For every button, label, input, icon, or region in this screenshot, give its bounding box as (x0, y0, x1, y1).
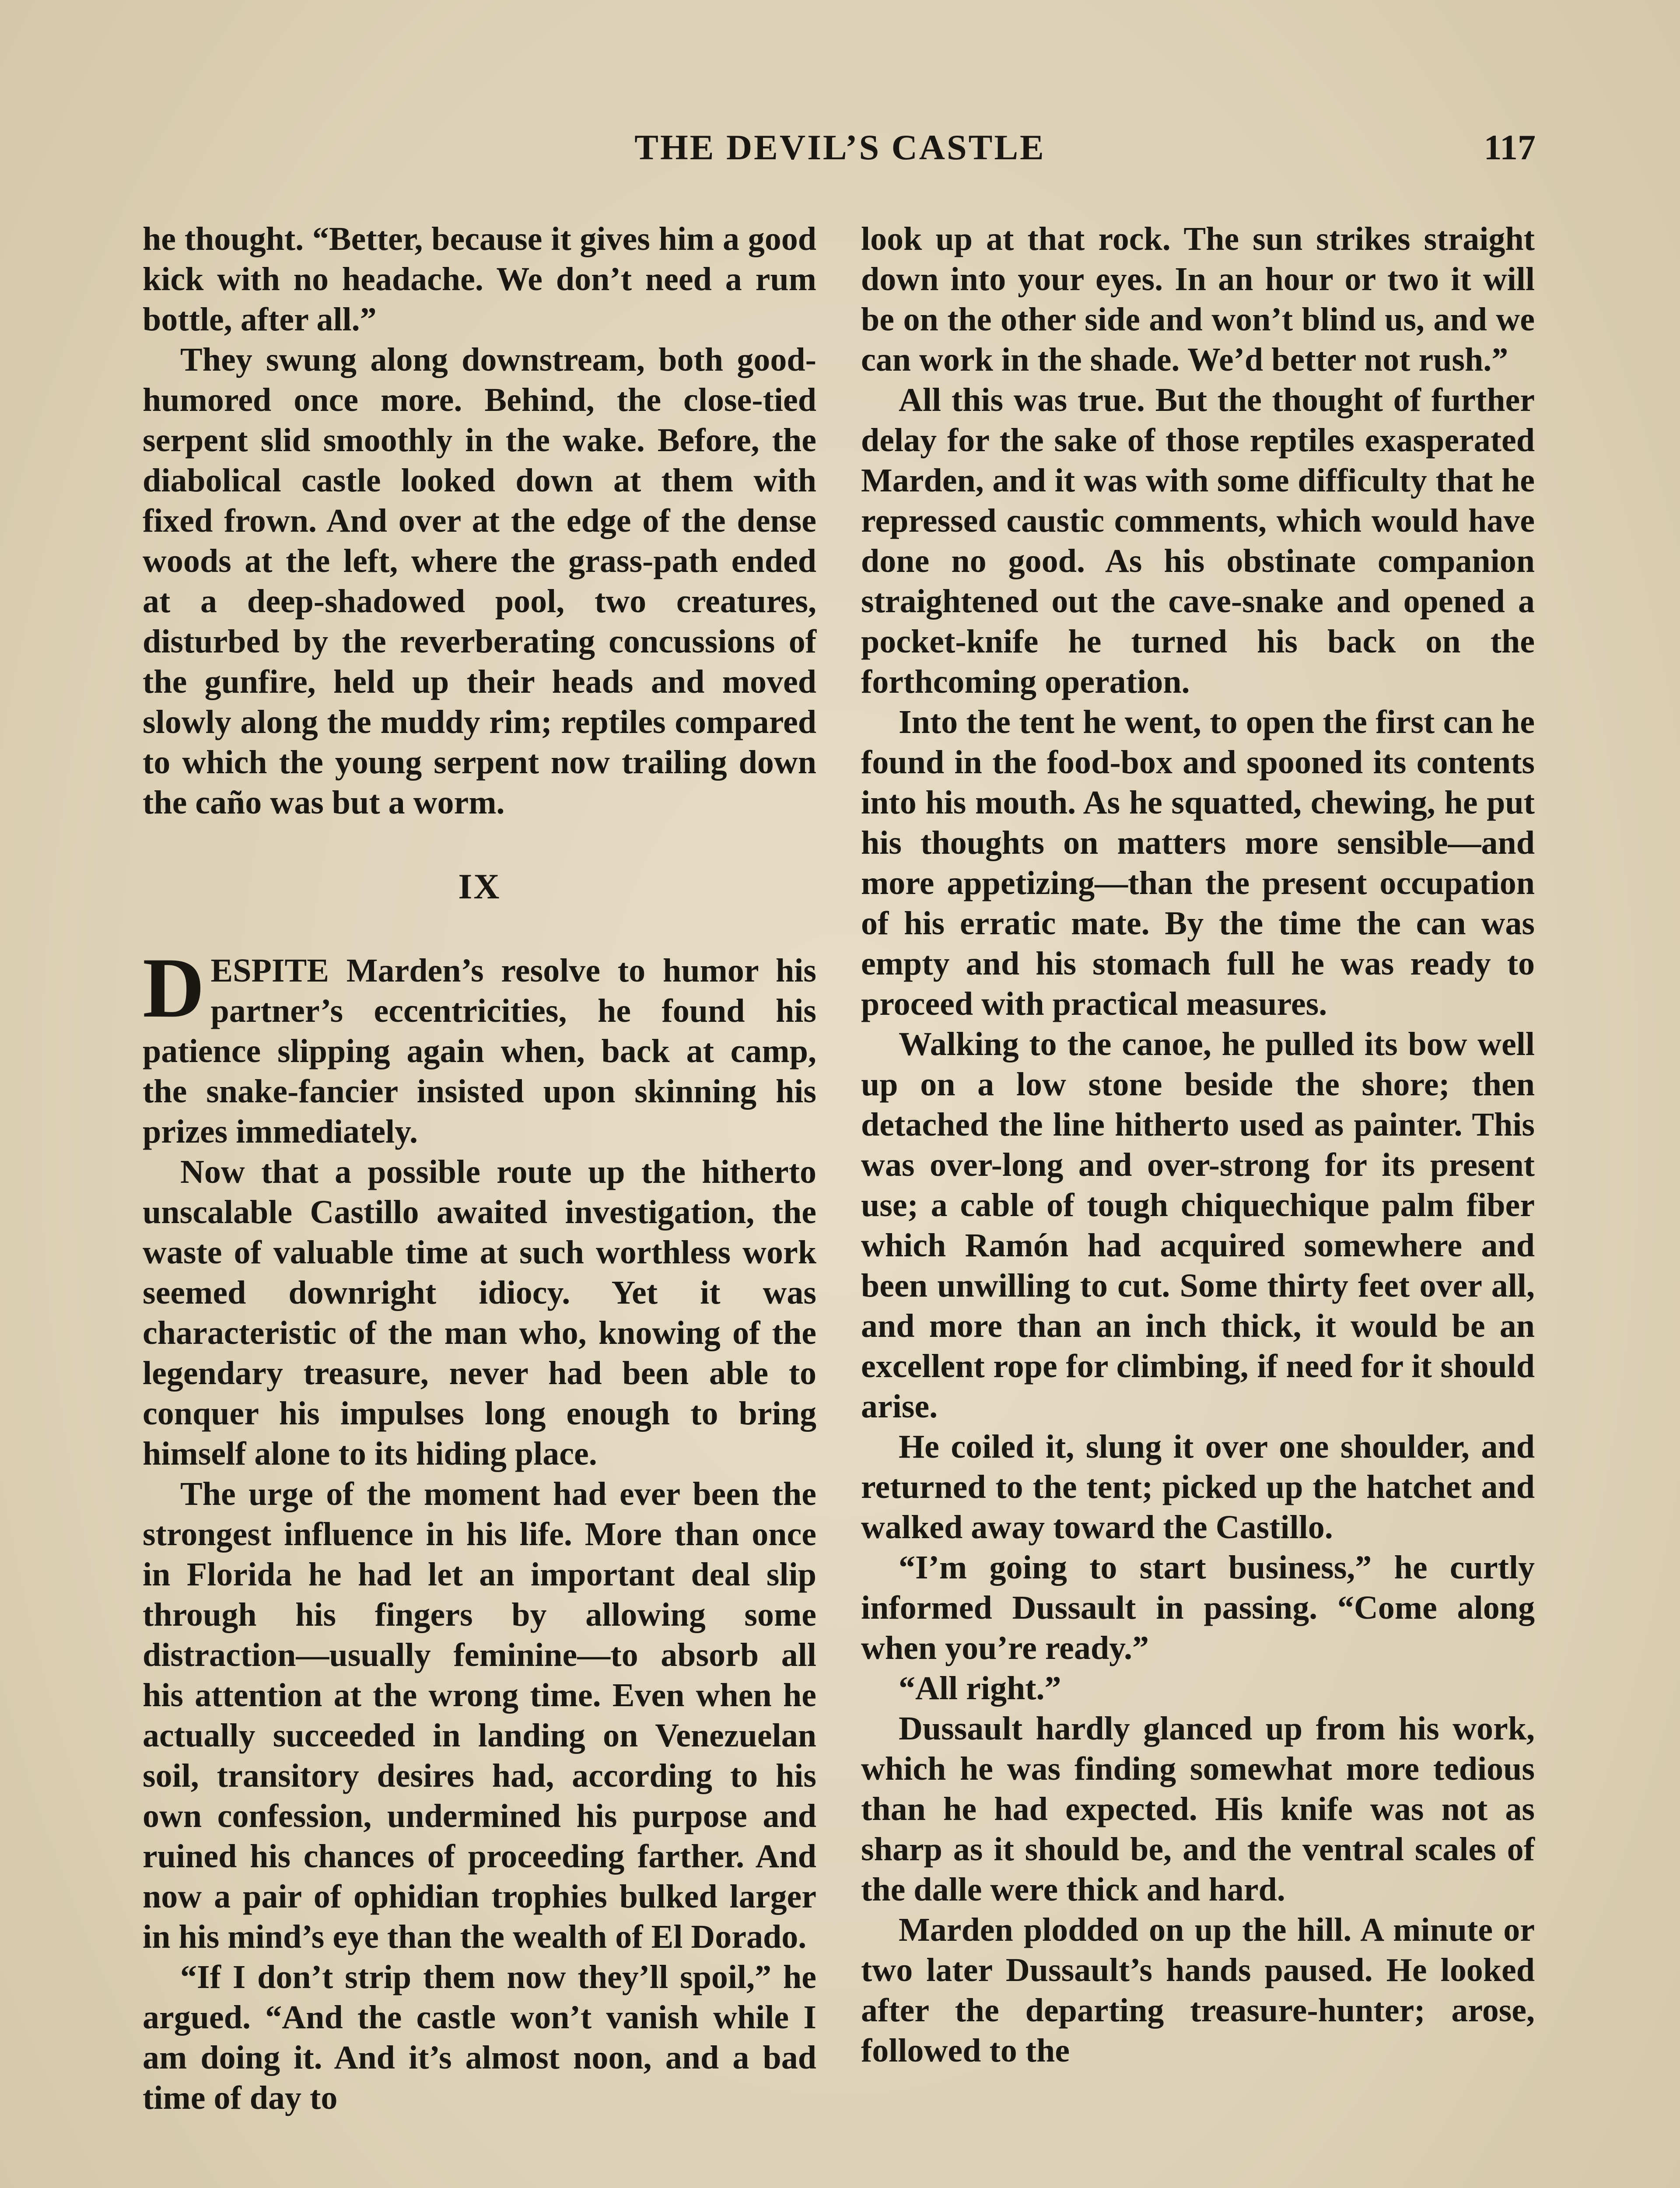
right-column (861, 219, 1535, 2071)
chapter-heading: IX (458, 866, 501, 906)
paragraph: Now that a possible route up the hitherto unscalable Castillo awaited investigation, the waste of valuable time at such worthless work seemed downright idiocy. Yet it was characteristic of the man who, knowing of the legendary treasure, never had been able to conquer his impulses long enough to bring himself alone to its hiding place. (143, 1154, 816, 1472)
paragraph: “I’m going to start business,” he curtly informed Dussault in passing. “Come along when you’re ready.” (861, 1549, 1535, 1666)
paragraph: Into the tent he went, to open the first can he found in the food-box and spooned its contents into his mouth. As he squatted, chewing, he put his thoughts on matters more sensible—and more appetizing—than the present occupation of his erratic mate. By the time the can was empty and his stomach full he was ready to proceed with practical measures. (861, 704, 1535, 1022)
paragraph: They swung along downstream, both good-humored once more. Behind, the close-tied serpent slid smoothly in the wake. Before, the diabolical castle looked down at them with fixed frown. And over at the edge of the dense woods at the left, where the grass-path ended at a deep-shadowed pool, two creatures, disturbed by the reverberating concussions of the gunfire, held up their heads and moved slowly along the muddy rim; reptiles compared to which the young serpent now trailing down the caño was but a worm. (143, 341, 816, 821)
paragraph: look up at that rock. The sun strikes straight down into your eyes. In an hour or two it will be on the other side and won’t blind us, and we can work in the shade. We’d better not rush.” (861, 221, 1535, 378)
running-title: THE DEVIL’S CASTLE (634, 127, 1046, 167)
paragraph: Dussault hardly glanced up from his work, which he was finding somewhat more tedious than he had expected. His knife was not as sharp as it should be, and the ventral scales of the dalle were thick and hard. (861, 1710, 1535, 1908)
chapter-opening-paragraph (143, 940, 816, 1152)
paragraph: “If I don’t strip them now they’ll spoil,” he argued. “And the castle won’t vanish while I am doing it. And it’s almost noon, and a bad time of day to (143, 1959, 816, 2116)
paragraph: All this was true. But the thought of further delay for the sake of those reptiles exasperated Marden, and it was with some difficulty that he repressed caustic comments, which would have done no good. As his obstinate companion straightened out the cave-snake and opened a pocket-knife he turned his back on the forthcoming operation. (861, 382, 1535, 700)
paragraph-text: ESPITE Marden’s resolve to humor his partner’s eccentricities, he found his patience slipping again when, back at camp, the snake-fancier insisted upon skinning his prizes immediately. (143, 952, 816, 1150)
paragraph: he thought. “Better, because it gives him a good kick with no headache. We don’t need a rum bottle, after all.” (143, 221, 816, 338)
paragraph: Marden plodded on up the hill. A minute or two later Dussault’s hands paused. He looked after the departing treasure-hunter; arose, followed to the (861, 1911, 1535, 2069)
page-number: 117 (1484, 127, 1536, 167)
paragraph: Walking to the canoe, he pulled its bow well up on a low stone beside the shore; then detached the line hitherto used as painter. This was over-long and over-strong for its present use; a cable of tough chiquechique palm fiber which Ramón had acquired somewhere and been unwilling to cut. Some thirty feet over all, and more than an inch thick, it would be an excellent rope for climbing, if need for it should arise. (861, 1026, 1535, 1425)
paragraph: “All right.” (899, 1670, 1061, 1707)
paragraph: The urge of the moment had ever been the strongest influence in his life. More than once in Florida he had let an important deal slip through his fingers by allowing some distraction—usually feminine—to absorb all his attention at the wrong time. Even when he actually succeeded in landing on Venezuelan soil, transitory desires had, according to his own confession, undermined his purpose and ruined his chances of proceeding farther. And now a pair of ophidian trophies bulked larger in his mind’s eye than the wealth of El Dorado. (143, 1476, 816, 1955)
left-column (143, 219, 816, 2118)
paragraph: He coiled it, slung it over one shoulder, and returned to the tent; picked up the hatchet and walked away toward the Castillo. (861, 1428, 1535, 1546)
drop-cap: D (143, 940, 205, 1035)
